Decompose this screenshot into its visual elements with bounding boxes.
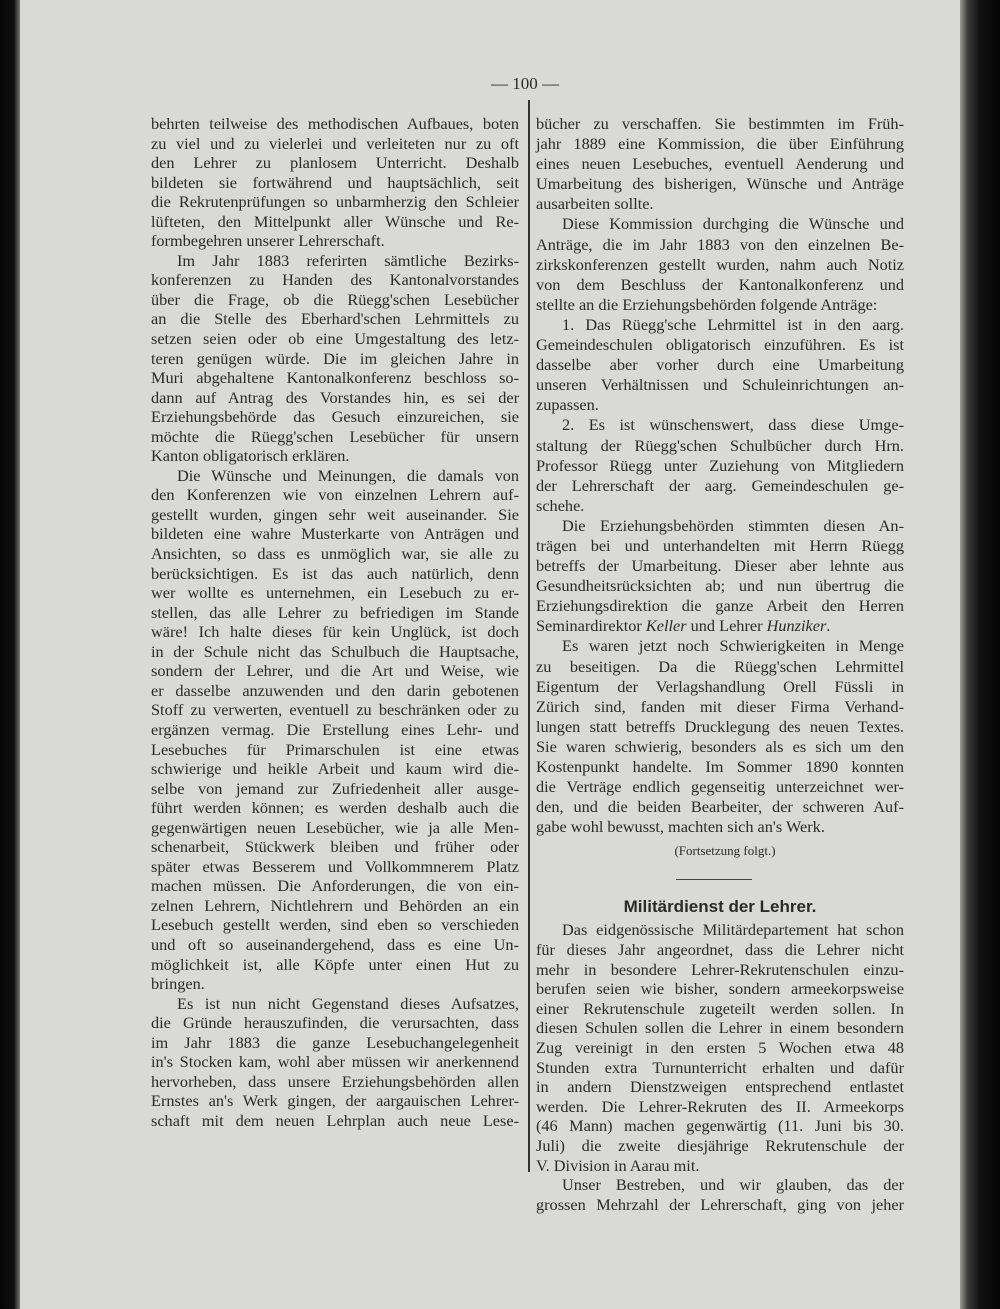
text-line: von dem Beschluss der Kantonalkonferenz und [536,274,904,294]
text-line: konferenzen zu Handen des Kantonalvorstandes [151,270,519,290]
text-line: schehe. [536,495,585,515]
text-line: Erziehungsbehörde das Gesuch einzureichen, sie [151,407,519,427]
text-line: Gemeindeschulen obligatorisch einzuführen. Es ist [536,335,904,355]
text-line: an die Stelle des Eberhard'schen Lehrmittels zu [151,309,519,329]
text-line: (46 Mann) machen gegenwärtig (11. Juni bis 30. [536,1116,904,1136]
text-line: Es ist nun nicht Gegenstand dieses Aufsatzes, [177,993,519,1013]
text-line: schaft mit dem neuen Lehrplan auch neue Lese- [151,1110,519,1130]
text-line: Zürich sind, fanden mit dieser Firma Verhand- [536,696,904,716]
paragraph [536,315,904,415]
text-line: diesen Schulen sollen die Lehrer in einem besondern [536,1018,904,1038]
text-line: den Konferenzen wie von einzelnen Lehrern auf- [151,485,519,505]
text-line: Muri abgehaltene Kantonalkonferenz beschloss so- [151,368,519,388]
text-line: die Gründe herauszufinden, die verursachten, dass [151,1013,519,1033]
text-line: für dieses Jahr angeordnet, dass die Lehrer nicht [536,939,904,959]
continuation-note: (Fortsetzung folgt.) [674,843,776,859]
text-line: zu viel und zu vielerlei und verleiteten nur zu oft [151,133,519,153]
text-line: führt werden können; es werden deshalb auch die [151,798,519,818]
text-line: 2. Es ist wünschenswert, dass diese Umge- [562,415,904,435]
text-line: Lesebuches für Primarschulen ist eine etwas [151,739,519,759]
paragraph [536,415,904,515]
text-line: machen müssen. Die Anforderungen, die von ein- [151,876,519,896]
text-line: die Verträge endlich gegenseitig unterzeichnet wer- [536,777,904,797]
text-line: den, und die beiden Bearbeiter, der schweren Auf- [536,797,904,817]
column-divider [528,100,530,1172]
text-line: grossen Mehrzahl der Lehrerschaft, ging von jeher [536,1194,904,1214]
text-line: Unser Bestreben, und wir glauben, das der [562,1175,904,1195]
paragraph [536,636,904,837]
text-line: Seminardirektor Keller und Lehrer Hunziker. [536,616,831,636]
text-line: unseren Verhältnissen und Schuleinrichtungen an- [536,375,904,395]
text-line: stellte an die Erziehungsbehörden folgende Anträge: [536,294,878,314]
text-line: bildeten eine wahre Musterkarte von Anträgen und [151,524,519,544]
text-line: gabe wohl bewusst, machten sich an's Werk. [536,817,825,837]
right-column [536,114,904,1214]
text-line: Umarbeitung des bisherigen, Wünsche und Anträge [536,174,904,194]
text-line: der Lehrerschaft der aarg. Gemeindeschulen ge- [536,475,904,495]
section-heading: Militärdienst der Lehrer. [623,897,817,917]
text-line: eines neuen Lesebuches, eventuell Aenderung und [536,154,904,174]
text-line: bringen. [151,974,205,994]
text-line: Eigentum der Verlagshandlung Orell Füssli in [536,676,904,696]
text-line: zu beseitigen. Da die Rüegg'schen Lehrmittel [536,656,904,676]
text-line: Professor Rüegg unter Zuziehung von Mitgliedern [536,455,904,475]
text-line: sondern der Lehrer, und die Art und Weise, wie [151,661,519,681]
text-line: Lesebuch gestellt werden, sind eben so verschieden [151,915,519,935]
text-line: behrten teilweise des methodischen Aufbaues, boten [151,114,519,133]
text-line: in's Stocken kam, wohl aber müssen wir anerkennend [151,1052,519,1072]
text-line: zirkskonferenzen gestellt wurden, nahm auch Notiz [536,254,904,274]
text-line: Im Jahr 1883 referirten sämtliche Bezirks- [177,250,519,270]
text-line: Erziehungsdirektion die ganze Arbeit den Herren [536,596,904,616]
text-line: die Rekrutenprüfungen so unbarmherzig den Schleier [151,192,519,212]
paragraph [536,1175,904,1214]
text-line: Stunden extra Turnunterricht erhalten und dafür [536,1057,904,1077]
section-body [536,920,904,1214]
text-line: den Lehrer zu planlosem Unterricht. Deshalb [151,153,519,173]
text-line: setzen seien oder ob eine Umgestaltung des letz- [151,329,519,349]
text-line: Sie waren schwierig, besonders als es sich um den [536,736,904,756]
text-line: V. Division in Aarau mit. [536,1155,700,1175]
text-line: teren genügen würde. Die im gleichen Jahre in [151,348,519,368]
text-line: mehr in besondere Lehrer-Rekrutenschulen einzu- [536,959,904,979]
text-line: gegenwärtigen neuen Lesebücher, wie ja alle Men- [151,817,519,837]
text-line: Die Wünsche und Meinungen, die damals von [177,465,519,485]
page-number: — 100 — [491,74,559,93]
text-line: ausarbeiten sollte. [536,194,654,214]
text-line: lungen statt betreffs Drucklegung des neuen Textes. [536,716,904,736]
text-line: lüfteten, den Mittelpunkt aller Wünsche und Re- [151,211,519,231]
text-line: Das eidgenössische Militärdepartement hat schon [562,920,904,940]
text-line: betreffs der Umarbeitung. Dieser aber lehnte aus [536,556,904,576]
section-rule [676,879,752,880]
text-line: staltung der Rüegg'schen Schulbücher durch Hrn. [536,435,904,455]
text-line: Die Erziehungsbehörden stimmten diesen An- [562,515,904,535]
text-line: Anträge, die im Jahr 1883 von den einzelnen Be- [536,234,904,254]
text-line: schenarbeit, Stückwerk bleiben und früher oder [151,837,519,857]
paragraph [536,920,904,1175]
text-line: gestellt wurden, gingen sehr weit auseinander. Sie [151,504,519,524]
text-line: berücksichtigen. Es ist das auch natürlich, denn [151,563,519,583]
text-line: formbegehren unserer Lehrerschaft. [151,231,385,251]
text-line: Kanton obligatorisch erklären. [151,446,350,466]
text-line: 1. Das Rüegg'sche Lehrmittel ist in den aarg. [562,314,904,334]
text-line: dasselbe aber vorher durch eine Umarbeitung [536,355,904,375]
scan-border-left [0,0,20,1309]
text-line: in der Schule nicht das Schulbuch die Hauptsache, [151,641,519,661]
text-line: bildeten sie fortwährend und hauptsächlich, seit [151,172,519,192]
text-line: stellen, das alle Lehrer zu befriedigen im Stande [151,602,519,622]
text-line: Es waren jetzt noch Schwierigkeiten in Menge [562,636,904,656]
text-line: und oft so auseinandergehend, dass es eine Un- [151,934,519,954]
text-line: Stoff zu verwerten, eventuell zu beschränken oder zu [151,700,519,720]
text-line: hervorheben, dass unsere Erziehungsbehörden allen [151,1071,519,1091]
text-line: in andern Dienstzweigen entsprechend entlastet [536,1077,904,1097]
text-line: Juli) die zweite diesjährige Rekrutenschule der [536,1135,904,1155]
text-line: wäre! Ich halte dieses für kein Unglück, ist doch [151,622,519,642]
text-line: Ansichten, so dass es unmöglich war, sie alle zu [151,544,519,564]
text-line: Ernstes an's Werk gingen, der aargauischen Lehrer- [151,1091,519,1111]
text-line: Zug vereinigt in den ersten 5 Wochen etwa 48 [536,1037,904,1057]
text-line: möchte die Rüegg'schen Lesebücher für unsern [151,426,519,446]
text-line: möglichkeit ist, alle Köpfe unter einen Hut zu [151,954,519,974]
scan-border-right [960,0,1000,1309]
left-column [151,114,519,1130]
text-line: zupassen. [536,395,599,415]
text-line: bücher zu verschaffen. Sie bestimmten im Früh- [536,114,904,133]
paragraph [536,114,904,214]
text-line: ergänzen vermag. Die Erstellung eines Lehr- und [151,719,519,739]
text-line: jahr 1889 eine Kommission, die über Einführung [536,134,904,154]
text-line: später etwas Besserem und Vollkommnerem Platz [151,856,519,876]
text-line: Kostenpunkt handelte. Im Sommer 1890 konnten [536,757,904,776]
text-line: trägen bei und unterhandelten mit Herrn Rüegg [536,535,904,555]
text-line: werden. Die Lehrer-Rekruten des II. Armeekorps [536,1096,904,1116]
paragraph [151,466,519,994]
text-line: Diese Kommission durchging die Wünsche und [562,214,904,234]
text-line: über die Frage, ob die Rüegg'schen Lesebücher [151,289,519,309]
text-line: selbe von jemand zur Zufriedenheit aller ausge- [151,778,519,798]
text-line: berufen seien wie bisher, sondern armeekorpsweise [536,979,904,999]
paragraph [151,114,519,251]
paragraph [536,214,904,314]
text-line: schwierige und heikle Arbeit und kaum wird die- [151,759,519,779]
right-column-body [536,114,904,837]
paragraph [536,516,904,637]
text-line: dann auf Antrag des Vorstandes hin, es sei der [151,387,519,407]
paragraph [151,994,519,1131]
text-line: im Jahr 1883 die ganze Lesebuchangelegenheit [151,1032,519,1052]
text-line: einer Rekrutenschule zugeteilt werden sollen. In [536,998,904,1018]
text-line: er dasselbe anzuwenden und den darin gebotenen [151,680,519,700]
paragraph [151,251,519,466]
text-line: zelnen Lehrern, Nichtlehrern und Behörden an ein [151,895,519,915]
text-line: Gesundheitsrücksichten ab; und nun übertrug die [536,576,904,596]
text-line: wer wollte es unternehmen, ein Lesebuch zu er- [151,583,519,603]
